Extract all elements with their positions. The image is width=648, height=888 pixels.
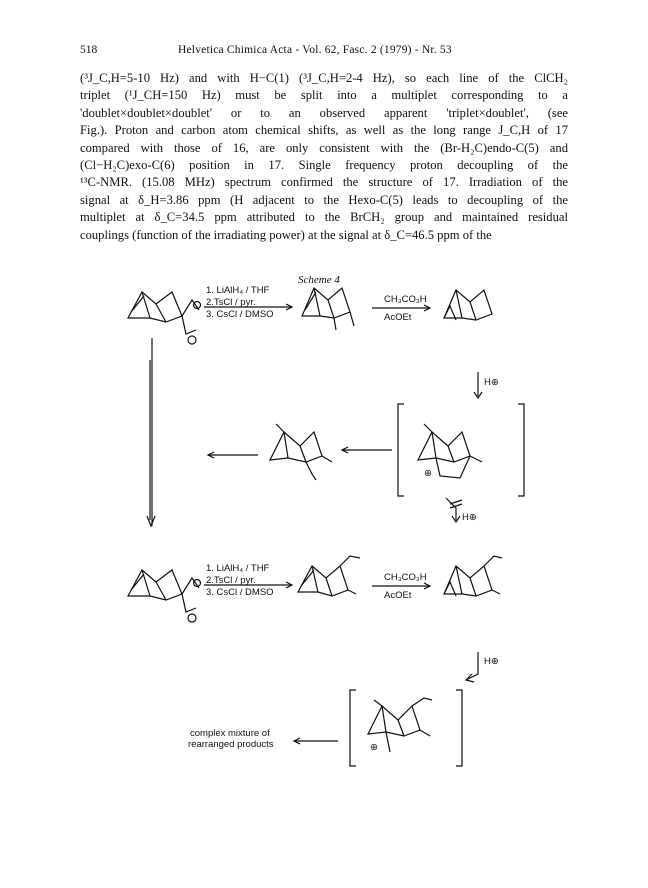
scheme-title: Scheme 4 [298, 274, 340, 286]
hydroxyl-label: HO [404, 417, 422, 429]
ch2cl-label: CH₂Cl [326, 337, 358, 349]
ch2cl-label: CH₂Cl [474, 339, 506, 351]
chlorine-label: Cl [486, 457, 497, 469]
oxygen-label: O [438, 312, 446, 322]
reagent-line: CH₃CO₃H [384, 572, 427, 583]
reagent-line: CsF [222, 439, 244, 451]
text-line: multiplet at δ_C=34.5 ppm attributed to the BrCH₂ group and maintained residual [80, 210, 568, 225]
structure-24 [444, 553, 515, 639]
reagent-line: 2.TsCl / pyr. [206, 575, 256, 586]
protonation-arrow-2 [466, 652, 499, 682]
reagent-line: 3. CsCl / DMSO [206, 309, 274, 320]
reagent-line: 2.TsCl / pyr. [206, 297, 256, 308]
ch2cl-label: CH₂Cl [478, 319, 510, 331]
chloride-label: Cl⊖ [356, 431, 377, 443]
text-line: signal at δ_H=3.86 ppm (H adjacent to the Hexo-C(5) leads to decoupling of the [80, 192, 568, 207]
reagents-peracid-bottom [372, 572, 430, 601]
reagent-line: 1. LiAlH₄ / THF [206, 563, 270, 574]
chlorine-label: Cl [432, 733, 443, 745]
compound-number: 20 [329, 352, 345, 367]
anhydride-structure-top [128, 292, 201, 344]
label-18 [186, 439, 258, 472]
reagent-line: DMF [224, 460, 249, 472]
compound-number: 26 [390, 778, 406, 793]
text-line: triplet (¹J_CH=150 Hz) must be split into a multiplet corresponding to a [80, 88, 568, 103]
chloride-attack [342, 431, 392, 453]
text-line: Fig.). Proton and carbon atom chemical shifts, as well as the long range J_C,H of 17 [80, 123, 568, 138]
reagents-peracid-top [372, 294, 430, 323]
structure-22 [264, 415, 345, 509]
ch2cl-label: CH₂Cl [336, 317, 368, 329]
structure-23 [298, 553, 373, 639]
reagent-line: 3. CsCl / DMSO [206, 587, 274, 598]
reagent-line: CH₃CO₃H [384, 294, 427, 305]
chlorine-label: Cl [268, 473, 279, 485]
chlorine-label: Cl [434, 695, 445, 707]
chlorine-label: Cl [334, 457, 345, 469]
compound-number: 25 [428, 496, 444, 511]
text-line: couplings (function of the irradiating power) at the signal at δ_C=46.5 ppm of the [80, 227, 492, 242]
hydroxyl-label: HO [264, 415, 282, 427]
chlorine-label: Cl [316, 475, 327, 487]
proton-label: H⊕ [484, 656, 499, 667]
chlorine-label: Cl [358, 589, 369, 601]
protonation-arrow-1 [474, 372, 499, 398]
running-head: Helvetica Chimica Acta - Vol. 62, Fasc. 2 (1979) - Nr. 53 [178, 44, 452, 56]
structure-26 [350, 690, 462, 793]
text-line: ¹³C-NMR. (15.08 MHz) spectrum confirmed the structure of 17. Irradiation of the [80, 175, 568, 190]
mixture-label: complex mixture of [190, 728, 270, 739]
chlorine-label: Cl [362, 553, 373, 565]
compound-number: 24 [464, 624, 480, 639]
cation-label: ⊕ [424, 468, 432, 479]
compound-number: 22 [286, 494, 302, 509]
chlorine-label: Cl [502, 589, 513, 601]
delta-label: Δ [138, 511, 146, 523]
compound-number: 21 [474, 354, 490, 369]
complex-mixture [188, 728, 338, 750]
structure-25 [398, 404, 524, 511]
proton-label: H⊕ [484, 377, 499, 388]
compound-number: 23 [316, 624, 332, 639]
thermal-arrow [138, 338, 155, 526]
structure-20 [302, 288, 368, 367]
mixture-label: rearranged products [188, 739, 274, 750]
hydrogen-label: H [386, 755, 395, 767]
hydroxyl-label: HO [364, 695, 382, 707]
anhydride-structure-bottom [128, 570, 201, 622]
reagent-line: AcOEt [384, 312, 412, 323]
chlorine-label: Cl [414, 479, 425, 491]
reagents-top [204, 285, 292, 320]
page-number: 518 [80, 44, 98, 56]
compound-number: 18 [186, 447, 202, 462]
text-line: (³J_C,H=5-10 Hz) and with H−C(1) (³J_C,H=2-4 Hz), so each line of the ClCH₂ [80, 71, 568, 85]
text-line: 'doublet×doublet×doublet' or to an observed apparent 'triplet×doublet', (see [80, 105, 568, 120]
structure-21 [438, 290, 510, 369]
blocked-protonation-arrow [446, 498, 477, 523]
reagent-line: AcOEt [384, 590, 412, 601]
text-line: (Cl−H₂C)exo-C(6) position in 17. Single frequency proton decoupling of the [80, 158, 568, 173]
reagents-bottom [204, 563, 292, 598]
cation-label: ⊕ [370, 742, 378, 753]
chlorine-label: Cl [504, 553, 515, 565]
reagent-line: 1. LiAlH₄ / THF [206, 285, 270, 296]
text-line: compared with those of 16, are only consistent with the (Br-H₂C)endo-C(5) and [80, 140, 568, 155]
proton-label: H⊕ [462, 512, 477, 523]
